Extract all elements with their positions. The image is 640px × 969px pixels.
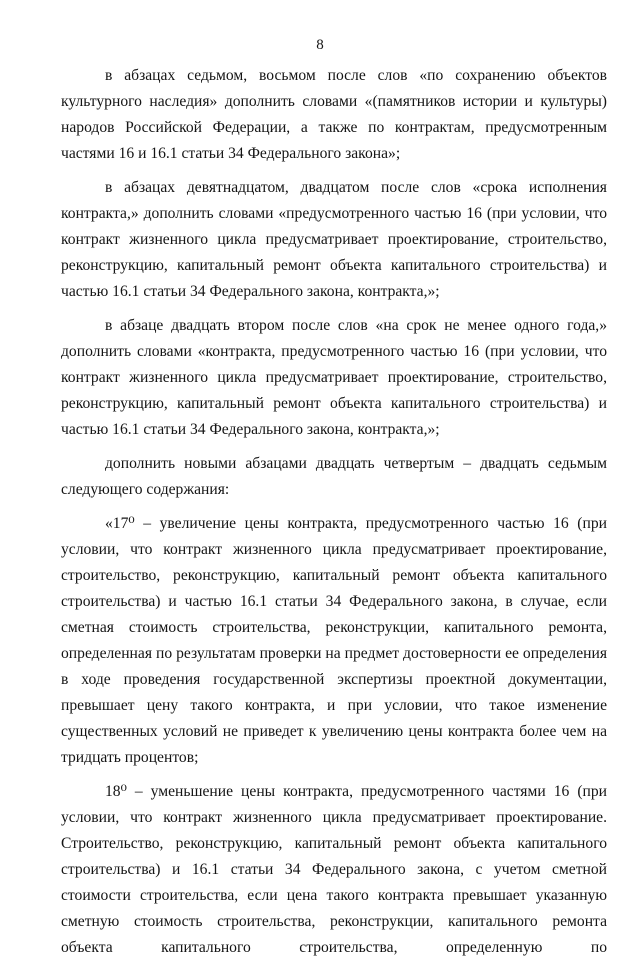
page-number: 8 — [316, 37, 324, 53]
paragraph-5: «17⁰ – увеличение цены контракта, предусмотренного частью 16 (при условии, что контракт жизненного цикла предусматривает проектирование, строительство, реконструкцию, капитальный ремонт объекта капитального строительства) и частью 16.1 статьи 34 Федерального закона, в случае, если сметная стоимость строительства, реконструкции, капитального ремонта, определенная по результатам проверки на предмет достоверности ее определения в ходе проведения государственной экспертизы проектной документации, превышает цену такого контракта, и при условии, что такое изменение существенных условий не приведет к увеличению цены контракта более чем на тридцать процентов; — [61, 515, 607, 766]
paragraph-1: в абзацах седьмом, восьмом после слов «по сохранению объектов культурного наследия» дополнить словами «(памятников истории и культуры) народов Российской Федерации, а также по контрактам, предусмотренным частями 16 и 16.1 статьи 34 Федерального закона»; — [61, 67, 607, 162]
paragraph-4: дополнить новыми абзацами двадцать четвертым – двадцать седьмым следующего содержания: — [61, 455, 607, 498]
paragraph-6: 18⁰ – уменьшение цены контракта, предусмотренного частями 16 (при условии, что контракт жизненного цикла предусматривает проектирование. Строительство, реконструкцию, капитальный ремонт объекта капитального строительства) и 16.1 статьи 34 Федерального закона, с учетом сметной стоимости строительства, если цена такого контракта превышает указанную сметную стоимость строительства, реконструкции, капитального ремонта объекта капитального строительства, определенную по — [61, 783, 607, 956]
paragraph-3: в абзаце двадцать втором после слов «на срок не менее одного года,» дополнить словами «контракта, предусмотренного частью 16 (при условии, что контракт жизненного цикла предусматривает проектирование, строительство, реконструкцию, капитальный ремонт объекта капитального строительства) и частью 16.1 статьи 34 Федерального закона, контракта,»; — [61, 317, 607, 438]
paragraph-2: в абзацах девятнадцатом, двадцатом после слов «срока исполнения контракта,» дополнить словами «предусмотренного частью 16 (при условии, что контракт жизненного цикла предусматривает проектирование, строительство, реконструкцию, капитальный ремонт объекта капитального строительства) и частью 16.1 статьи 34 Федерального закона, контракта,»; — [61, 179, 607, 300]
document-body — [61, 63, 607, 969]
